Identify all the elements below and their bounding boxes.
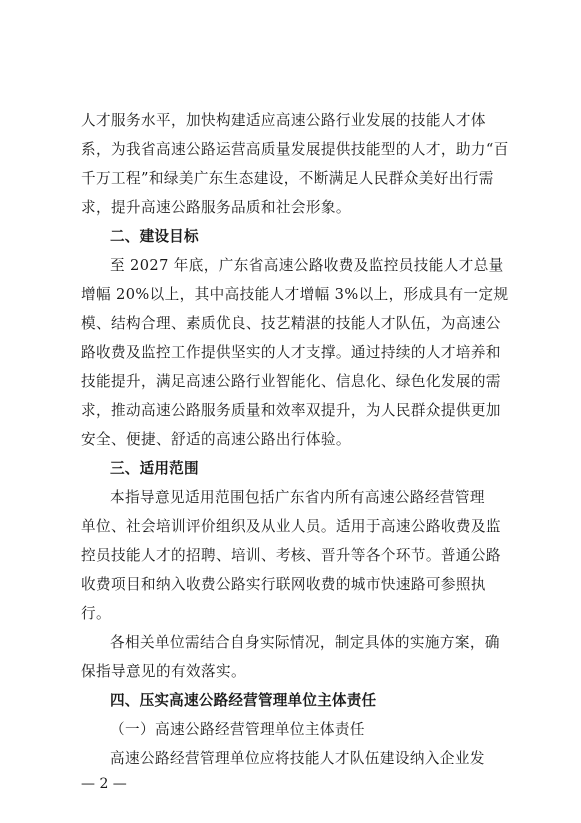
body-text-line: 千万工程”和绿美广东生态建设，不断满足人民群众美好出行需 <box>81 170 494 187</box>
body-text-line: 各相关单位需结合自身实际情况，制定具体的实施方案，确 <box>110 634 500 651</box>
body-text-line: 控员技能人才的招聘、培训、考核、晋升等各个环节。普通公路 <box>81 547 501 564</box>
body-text-line: 单位、社会培训评价组织及从业人员。适用于高速公路收费及监 <box>81 518 501 535</box>
body-text-line: 保指导意见的有效落实。 <box>81 663 246 680</box>
section-heading: 二、建设目标 <box>110 228 199 245</box>
body-text-line: 路收费及监控工作提供坚实的人才支撑。通过持续的人才培养和 <box>81 344 501 361</box>
page-number: — 2 — <box>81 776 127 792</box>
body-text-line: 求，推动高速公路服务质量和效率双提升，为人民群众提供更加 <box>81 402 501 419</box>
body-text-line: 求，提升高速公路服务品质和社会形象。 <box>81 199 351 216</box>
body-text-line: 收费项目和纳入收费公路实行联网收费的城市快速路可参照执 <box>81 576 486 593</box>
body-text-line: 安全、便捷、舒适的高速公路出行体验。 <box>81 431 351 448</box>
body-text-line: 技能提升，满足高速公路行业智能化、信息化、绿色化发展的需 <box>81 373 501 390</box>
body-text-line: 本指导意见适用范围包括广东省内所有高速公路经营管理 <box>110 489 485 506</box>
body-text-line: 行。 <box>81 605 111 622</box>
body-text-line: 高速公路经营管理单位应将技能人才队伍建设纳入企业发 <box>110 750 485 767</box>
body-text-line: 系，为我省高速公路运营高质量发展提供技能型的人才，助力“百 <box>81 141 509 158</box>
body-text-line: 人才服务水平，加快构建适应高速公路行业发展的技能人才体 <box>81 112 486 129</box>
section-heading: 四、压实高速公路经营管理单位主体责任 <box>110 692 377 709</box>
body-text-line: 模、结构合理、素质优良、技艺精湛的技能人才队伍，为高速公 <box>81 315 501 332</box>
subsection-heading: （一）高速公路经营管理单位主体责任 <box>110 721 365 738</box>
body-text-line: 至 2027 年底，广东省高速公路收费及监控员技能人才总量 <box>110 257 504 274</box>
body-text-line: 增幅 20%以上，其中高技能人才增幅 3%以上，形成具有一定规 <box>81 286 509 303</box>
section-heading: 三、适用范围 <box>110 460 199 477</box>
